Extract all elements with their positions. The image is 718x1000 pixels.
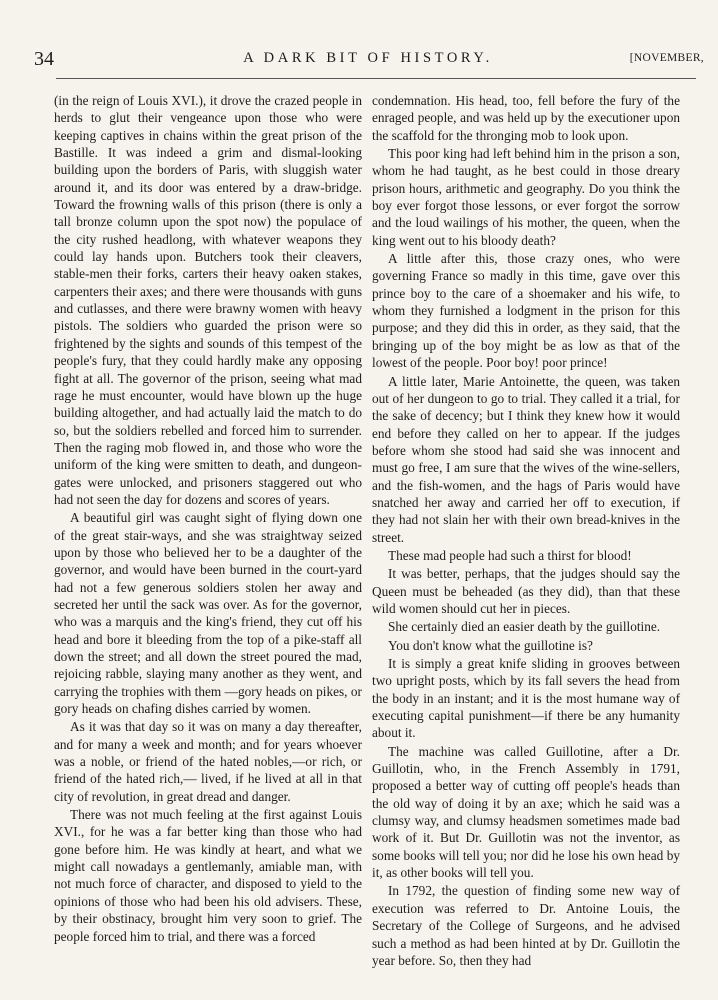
running-title: A DARK BIT OF HISTORY. — [243, 50, 493, 66]
running-header — [32, 46, 704, 74]
paragraph: She certainly died an easier death by the guillotine. — [388, 619, 661, 635]
paragraph: These mad people had such a thirst for blood! — [388, 547, 632, 563]
paragraph: It is simply a great knife sliding in grooves between two upright posts, which by its fall severs the head from the body in an instant; and it is the most humane way of executing capital punishment—if there be any humanity about it. — [372, 656, 680, 741]
right-column — [372, 92, 680, 969]
paragraph: In 1792, the question of finding some new way of execution was referred to Dr. Antoine Louis, the Secretary of the College of Surgeons, and he advised such a method as had been hinted at by Dr. Guillotin the year before. So, then they had — [372, 883, 680, 968]
paragraph: A beautiful girl was caught sight of flying down one of the great stair-ways, and she was straightway seized upon by those who believed her to be a daughter of the governor, and would have been burned in the court-yard had not a few generous soldiers stolen her away and secreted her until the sack was over. As for the governor, who was a marquis and the king's friend, they cut off his head and bore it bleeding from the top of a pike-staff all down the street; and all down the street poured the mad, rejoicing rabble, slaying many another as they went, and carrying the trophies with them —gory heads on pikes, or gory heads on chafing dishes carried by women. — [54, 510, 362, 717]
page-number: 34 — [34, 48, 54, 70]
paragraph: As it was that day so it was on many a day thereafter, and for many a week and month; and for years whoever was a noble, or friend of the hated nobles,—or rich, or friend of the hated rich,— lived, if he lived at all in that city of revolution, in great dread and danger. — [54, 719, 362, 804]
paragraph: condemnation. His head, too, fell before the fury of the enraged people, and was held up by the executioner upon the scaffold for the thronging mob to look upon. — [372, 93, 680, 143]
paragraph: You don't know what the guillotine is? — [388, 637, 593, 653]
paragraph: There was not much feeling at the first against Louis XVI., for he was a far better king than those who had gone before him. He was kindly at heart, and what we might call nowadays a gentlemanly, amiable man, with not much force of character, and disposed to yield to the opinions of those who had been his old advisers. These, by their obstinacy, brought him very soon to grief. The people forced him to trial, and there was a forced — [54, 807, 362, 944]
paragraph: It was better, perhaps, that the judges should say the Queen must be beheaded (as they did), than that these wild women should cut her in pieces. — [372, 566, 680, 616]
left-column — [54, 92, 362, 945]
paragraph: A little later, Marie Antoinette, the queen, was taken out of her dungeon to go to trial. They called it a trial, for the sake of decency; but I think they knew how it would end before they called on her to appear. If the judges before whom she stood had said she was innocent and must go free, I am sure that the wives of the wine-sellers, and the fish-women, and the hags of Paris would have snatched her away and carried her off to execution, if they had not slain her with their own bread-knives in the street. — [372, 373, 680, 545]
paragraph: This poor king had left behind him in the prison a son, whom he had taught, as he best could in those dreary prison hours, arithmetic and geography. Do you think the boy ever forgot those lessons, or ever forgot the sorrow and the loud wailings of his mother, the queen, when the king went out to his bloody death? — [372, 146, 680, 248]
running-month: [NOVEMBER, — [629, 52, 704, 64]
paragraph: (in the reign of Louis XVI.), it drove the crazed people in herds to glut their vengeance upon those who were keeping captives in chains within the great prison of the Bastille. It was indeed a grim and dismal-looking building upon the borders of Paris, with sluggish water around it, and its door was entered by a draw-bridge. Toward the frowning walls of this prison (there is only a tall bronze column upon the spot now) the populace of the city rushed headlong, with whatever weapons they could lay hands upon. Butchers took their cleavers, stable-men their forks, carters their heavy oaken stakes, carpenters their axes; and there were thousands with guns and cutlasses, and there were brawny women with heavy pistols. The soldiers who guarded the prison were so frightened by the sights and sounds of this tempest of the people's fury, that they could hardly make any opposing fight at all. The governor of the prison, seeing what mad rage he must encounter, would have blown up the huge building altogether, and had actually laid the match to do so, but the soldiers rebelled and forced him to surrender. Then the raging mob flowed in, and those who wore the uniform of the king were smitten to death, and dungeon-gates were unlocked, and prisoners staggered out who had not seen the day for dozens and scores of years. — [54, 93, 362, 507]
header-rule — [56, 78, 696, 79]
paragraph: The machine was called Guillotine, after a Dr. Guillotin, who, in the French Assembly in 1791, proposed a better way of cutting off people's heads than the old way of doing it by an axe; which he said was a clumsy way, and clumsy headsmen sometimes made bad work of it. But Dr. Guillotin was not the inventor, as some books will tell you; nor did he lose his own head by it, as other books will tell you. — [372, 743, 680, 881]
paragraph: A little after this, those crazy ones, who were governing France so madly in this time, gave over this prince boy to the care of a shoemaker and his wife, to whom they furnished a lodgment in the prison for this purpose; and they did this in order, as they said, that the bringing up of the boy might be as low as that of the lowest of the people. Poor boy! poor prince! — [372, 251, 680, 371]
